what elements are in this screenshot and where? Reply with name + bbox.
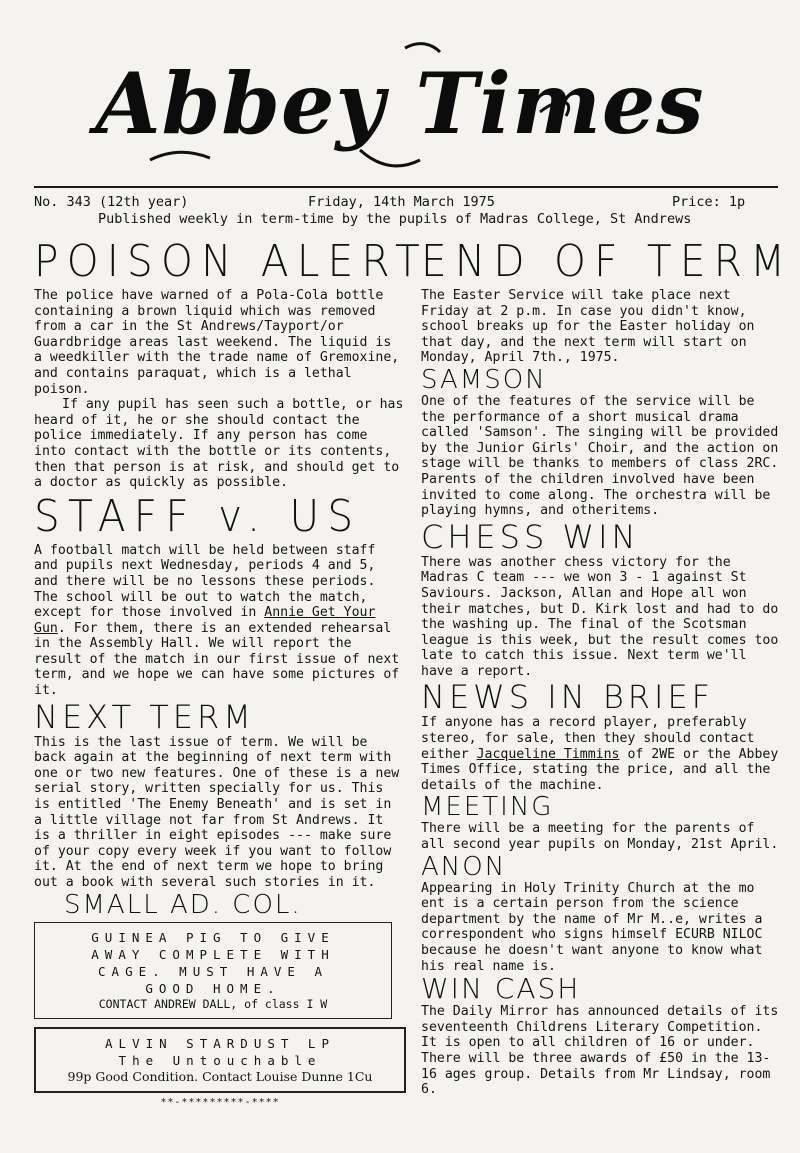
- staff-text-a: A football match will be held between staff and pupils next Wednesday, periods 4 and 5, and there will be no lessons these periods. The school will be out to watch the match, except for those involved in: [34, 542, 376, 621]
- anon-heading: ANON: [421, 851, 507, 882]
- issue-date: Friday, 14th March 1975: [308, 194, 495, 210]
- end-term-paragraph: The Easter Service will take place next Friday at 2 p.m. In case you didn't know, school breaks up for the Easter holiday on that day, and the next term will start on Monday, April 7th., 1975.: [421, 288, 755, 366]
- staff-text-b: . For them, there is an extended rehearsal in the Assembly Hall. We will report the result of the match in our first issue of next term, and we hope we can have some pictures of it.: [34, 620, 400, 699]
- stars-divider: **-*********-****: [160, 1096, 280, 1108]
- guinea-ad-contact: CONTACT ANDREW DALL, of class I W: [98, 996, 328, 1011]
- staff-heading: STAFF v. US: [34, 490, 362, 542]
- issue-number: No. 343 (12th year): [34, 194, 189, 210]
- staff-paragraph: [34, 543, 406, 699]
- guinea-ad-line-2: AWAY COMPLETE WITH: [91, 946, 335, 962]
- poison-paragraph-2: If any pupil has seen such a bottle, or has heard of it, he or she should contact the police immediately. If any person has come into contact with the bottle or its contents, then that person is at risk, and should get to a doctor as quickly as possible.: [34, 397, 404, 491]
- guinea-ad-line-3: CAGE. MUST HAVE A: [98, 963, 328, 979]
- stardust-ad-line-3: 99p Good Condition. Contact Louise Dunne 1Cu: [67, 1069, 373, 1085]
- left-column: [34, 236, 429, 1110]
- guinea-pig-ad: [34, 922, 392, 1020]
- end-term-heading: END OF TERM: [421, 236, 794, 287]
- meeting-heading: MEETING: [421, 792, 554, 823]
- masthead-rule: [34, 186, 778, 188]
- issue-price: Price: 1p: [672, 194, 746, 210]
- staff-link-show: Annie Get Your Gun: [34, 605, 376, 636]
- poison-heading: POISON ALERT: [34, 236, 429, 287]
- samson-paragraph: One of the features of the service will be the performance of a short musical drama called 'Samson'. The singing will be provided by the Junior Girls' Choir, and the action on stage will be thanks to members of class 2RC. Parents of the children involved have been invited to come along. The orchestra will be playing hymns, and otheritems.: [421, 393, 779, 519]
- chess-paragraph: There was another chess victory for the Madras C team --- we won 3 - 1 against St Saviours. Jackson, Allan and Hope all won their matches, but D. Kirk lost and had to do the washing up. The final of the Scotsman league is this week, but the result comes too late to catch this issue. Next term we'll have a report.: [421, 554, 779, 679]
- next-term-heading: NEXT TERM: [34, 697, 255, 736]
- chess-heading: CHESS WIN: [421, 517, 640, 556]
- anon-paragraph: Appearing in Holy Trinity Church at the mo ent is a certain person from the science department by the name of Mr M..e, writes a correspondent who signs himself ECURB NILOC because he doesn't want anyone to know what his real name is.: [421, 880, 763, 974]
- news-paragraph: [421, 715, 783, 793]
- publisher-line: Published weekly in term-time by the pupils of Madras College, St Andrews: [98, 211, 692, 227]
- news-text-b: of 2WE or the Abbey Times Office, stating the price, and all the details of the machine.: [421, 746, 779, 793]
- news-contact-name: Jacqueline Timmins: [476, 746, 620, 762]
- stardust-ad-line-2: The Untouchable: [118, 1053, 322, 1069]
- news-heading: NEWS IN BRIEF: [421, 678, 715, 717]
- stardust-ad: [34, 1027, 406, 1093]
- right-column: [421, 236, 794, 1098]
- win-cash-heading: WIN CASH: [421, 972, 581, 1006]
- masthead: [0, 0, 800, 180]
- guinea-ad-line-1: GUINEA PIG TO GIVE: [91, 929, 335, 945]
- masthead-title: Abbey Times: [95, 54, 705, 153]
- small-ads-heading: SMALL AD. COL.: [64, 889, 302, 920]
- meeting-paragraph: There will be a meeting for the parents of all second year pupils on Monday, 21st April.: [421, 821, 779, 853]
- stardust-ad-line-1: ALVIN STARDUST LP: [105, 1036, 335, 1052]
- poison-paragraph-1: The police have warned of a Pola-Cola bottle containing a brown liquid which was removed from a car in the St Andrews/Tayport/or Guardbridge areas last weekend. The liquid is a weedkiller with the trade name of Gremoxine, and contains paraquat, which is a lethal poison.: [34, 288, 400, 397]
- next-term-paragraph: This is the last issue of term. We will be back again at the beginning of next term with one or two new features. One of these is a new serial story, written specially for us. This is entitled 'The Enemy Beneath' and is set in a little village not far from St Andrews. It is a thriller in eight episodes --- make sure of your copy every week if you want to follow it. At the end of next term we hope to bring out a book with several such stories in it.: [34, 734, 400, 890]
- news-text-a: If anyone has a record player, preferably stereo, for sale, then they should contact either: [421, 715, 755, 762]
- samson-heading: SAMSON: [421, 364, 547, 395]
- win-cash-paragraph: The Daily Mirror has announced details of its seventeenth Childrens Literary Competition. It is open to all children of 16 or under. There will be three awards of £50 in the 13-16 ages group. Details from Mr Lindsay, room 6.: [421, 1004, 779, 1098]
- guinea-ad-line-4: GOOD HOME.: [145, 980, 281, 996]
